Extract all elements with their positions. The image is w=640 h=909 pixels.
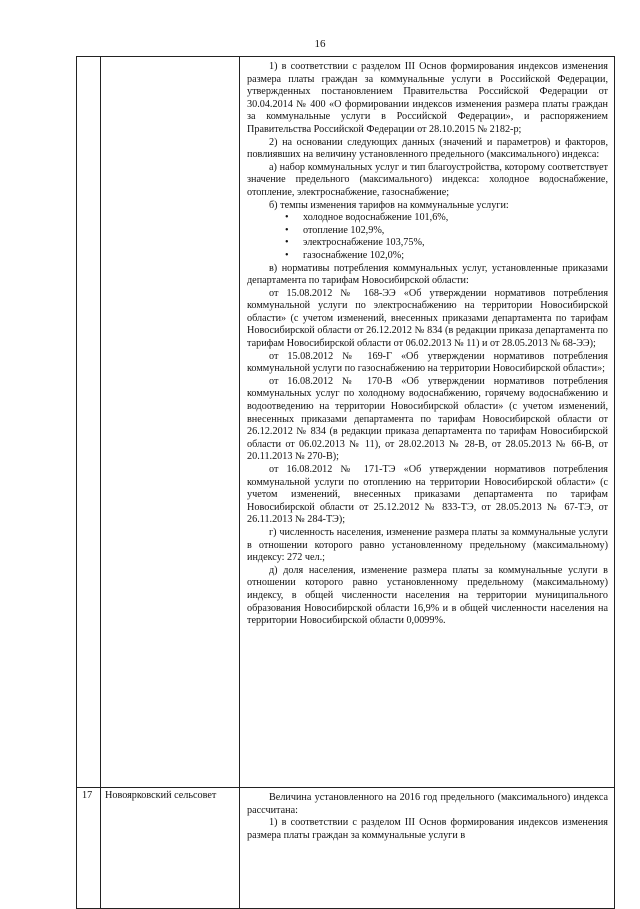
paragraph: в) нормативы потребления коммунальных услуг, установленные приказами департамента по тарифам Новосибирской области: <box>247 262 608 287</box>
paragraph: от 15.08.2012 № 169-Г «Об утверждении нормативов потребления коммунальной услуги по газоснабжению на территории Новосибирской области»; <box>247 350 608 375</box>
paragraph: 2) на основании следующих данных (значений и параметров) и факторов, повлиявших на величину установленного предельного (максимального) индекса: <box>247 136 608 161</box>
list-item: • отопление 102,9%, <box>285 225 608 238</box>
municipality-cell: Новоярковский сельсовет <box>101 788 240 908</box>
list-item: • холодное водоснабжение 101,6%, <box>285 212 608 225</box>
list-item: • электроснабжение 103,75%, <box>285 237 608 250</box>
paragraph: 1) в соответствии с разделом III Основ формирования индексов изменения размера платы граждан за коммунальные услуги в Российской Федерации, утвержденных постановлением Правительства Российской Федерации от 30.04.2014 № 400 «О формировании индексов изменения размера платы граждан за коммунальные услуги в Российской Федерации», и распоряжением Правительства Российской Федерации от 28.10.2015 № 2182-р; <box>247 61 608 135</box>
paragraph: от 16.08.2012 № 170-В «Об утверждении нормативов потребления коммунальных услуг по холодному водоснабжению, горячему водоснабжению и водоотведению на территории Новосибирской области» (с учетом изменений, внесенных приказами департамента по тарифам Новосибирской области от 26.12.2012 № 834 (в редакции приказа департамента по тарифам Новосибирской области от 06.02.2013 № 11), от 28.02.2013 № 28-В, от 28.05.2013 № 66-В, от 20.11.2013 № 270-В); <box>247 375 608 463</box>
paragraph: от 16.08.2012 № 171-ТЭ «Об утверждении нормативов потребления коммунальной услуги по отоплению на территории Новосибирской области» (с учетом изменений, внесенных приказами департамента по тарифам Новосибирской области от 25.12.2012 № 833-ТЭ, от 28.05.2013 № 67-ТЭ, от 26.11.2013 № 284-ТЭ); <box>247 464 608 526</box>
paragraph: а) набор коммунальных услуг и тип благоустройства, которому соответствует значение предельного (максимального) индекса: холодное водоснабжение, отопление, электроснабжение, газоснабжение; <box>247 161 608 198</box>
paragraph: г) численность населения, изменение размера платы за коммунальные услуги в отношении которого равно установленному предельному (максимальному) индексу: 272 чел.; <box>247 526 608 564</box>
list-item: • газоснабжение 102,0%; <box>285 250 608 263</box>
row-number-cell <box>77 57 101 787</box>
paragraph: д) доля населения, изменение размера платы за коммунальные услуги в отношении которого равно установленному предельному (максимальному) индексу, в общей численности населения на территории муниципального образования Новосибирской области 16,9% и в общей численности населения на территории Новосибирской области 0,0099%. <box>247 564 608 627</box>
page-number: 16 <box>314 38 326 50</box>
description-cell <box>240 57 614 787</box>
paragraph: Величина установленного на 2016 год предельного (максимального) индекса рассчитана: <box>247 792 608 816</box>
paragraph: от 15.08.2012 № 168-ЭЭ «Об утверждении нормативов потребления коммунальной услуги по электроснабжению на территории Новосибирской области» (с учетом изменений, внесенных приказами департамента по тарифам Новосибирской области от 26.12.2012 № 834 (в редакции приказа департамента по тарифам Новосибирской области от 06.02.2013 № 11) и от 28.05.2013 № 68-ЭЭ); <box>247 287 608 350</box>
table-row <box>77 788 614 908</box>
paragraph: 1) в соответствии с разделом III Основ формирования индексов изменения размера платы граждан за коммунальные услуги в <box>247 817 608 841</box>
municipality-cell <box>101 57 240 787</box>
row-number-cell: 17 <box>77 788 101 908</box>
table-row <box>77 57 614 788</box>
document-table <box>76 56 615 909</box>
description-cell <box>240 788 614 908</box>
tariff-rate-list <box>285 212 608 262</box>
paragraph: б) темпы изменения тарифов на коммунальные услуги: <box>269 199 509 211</box>
